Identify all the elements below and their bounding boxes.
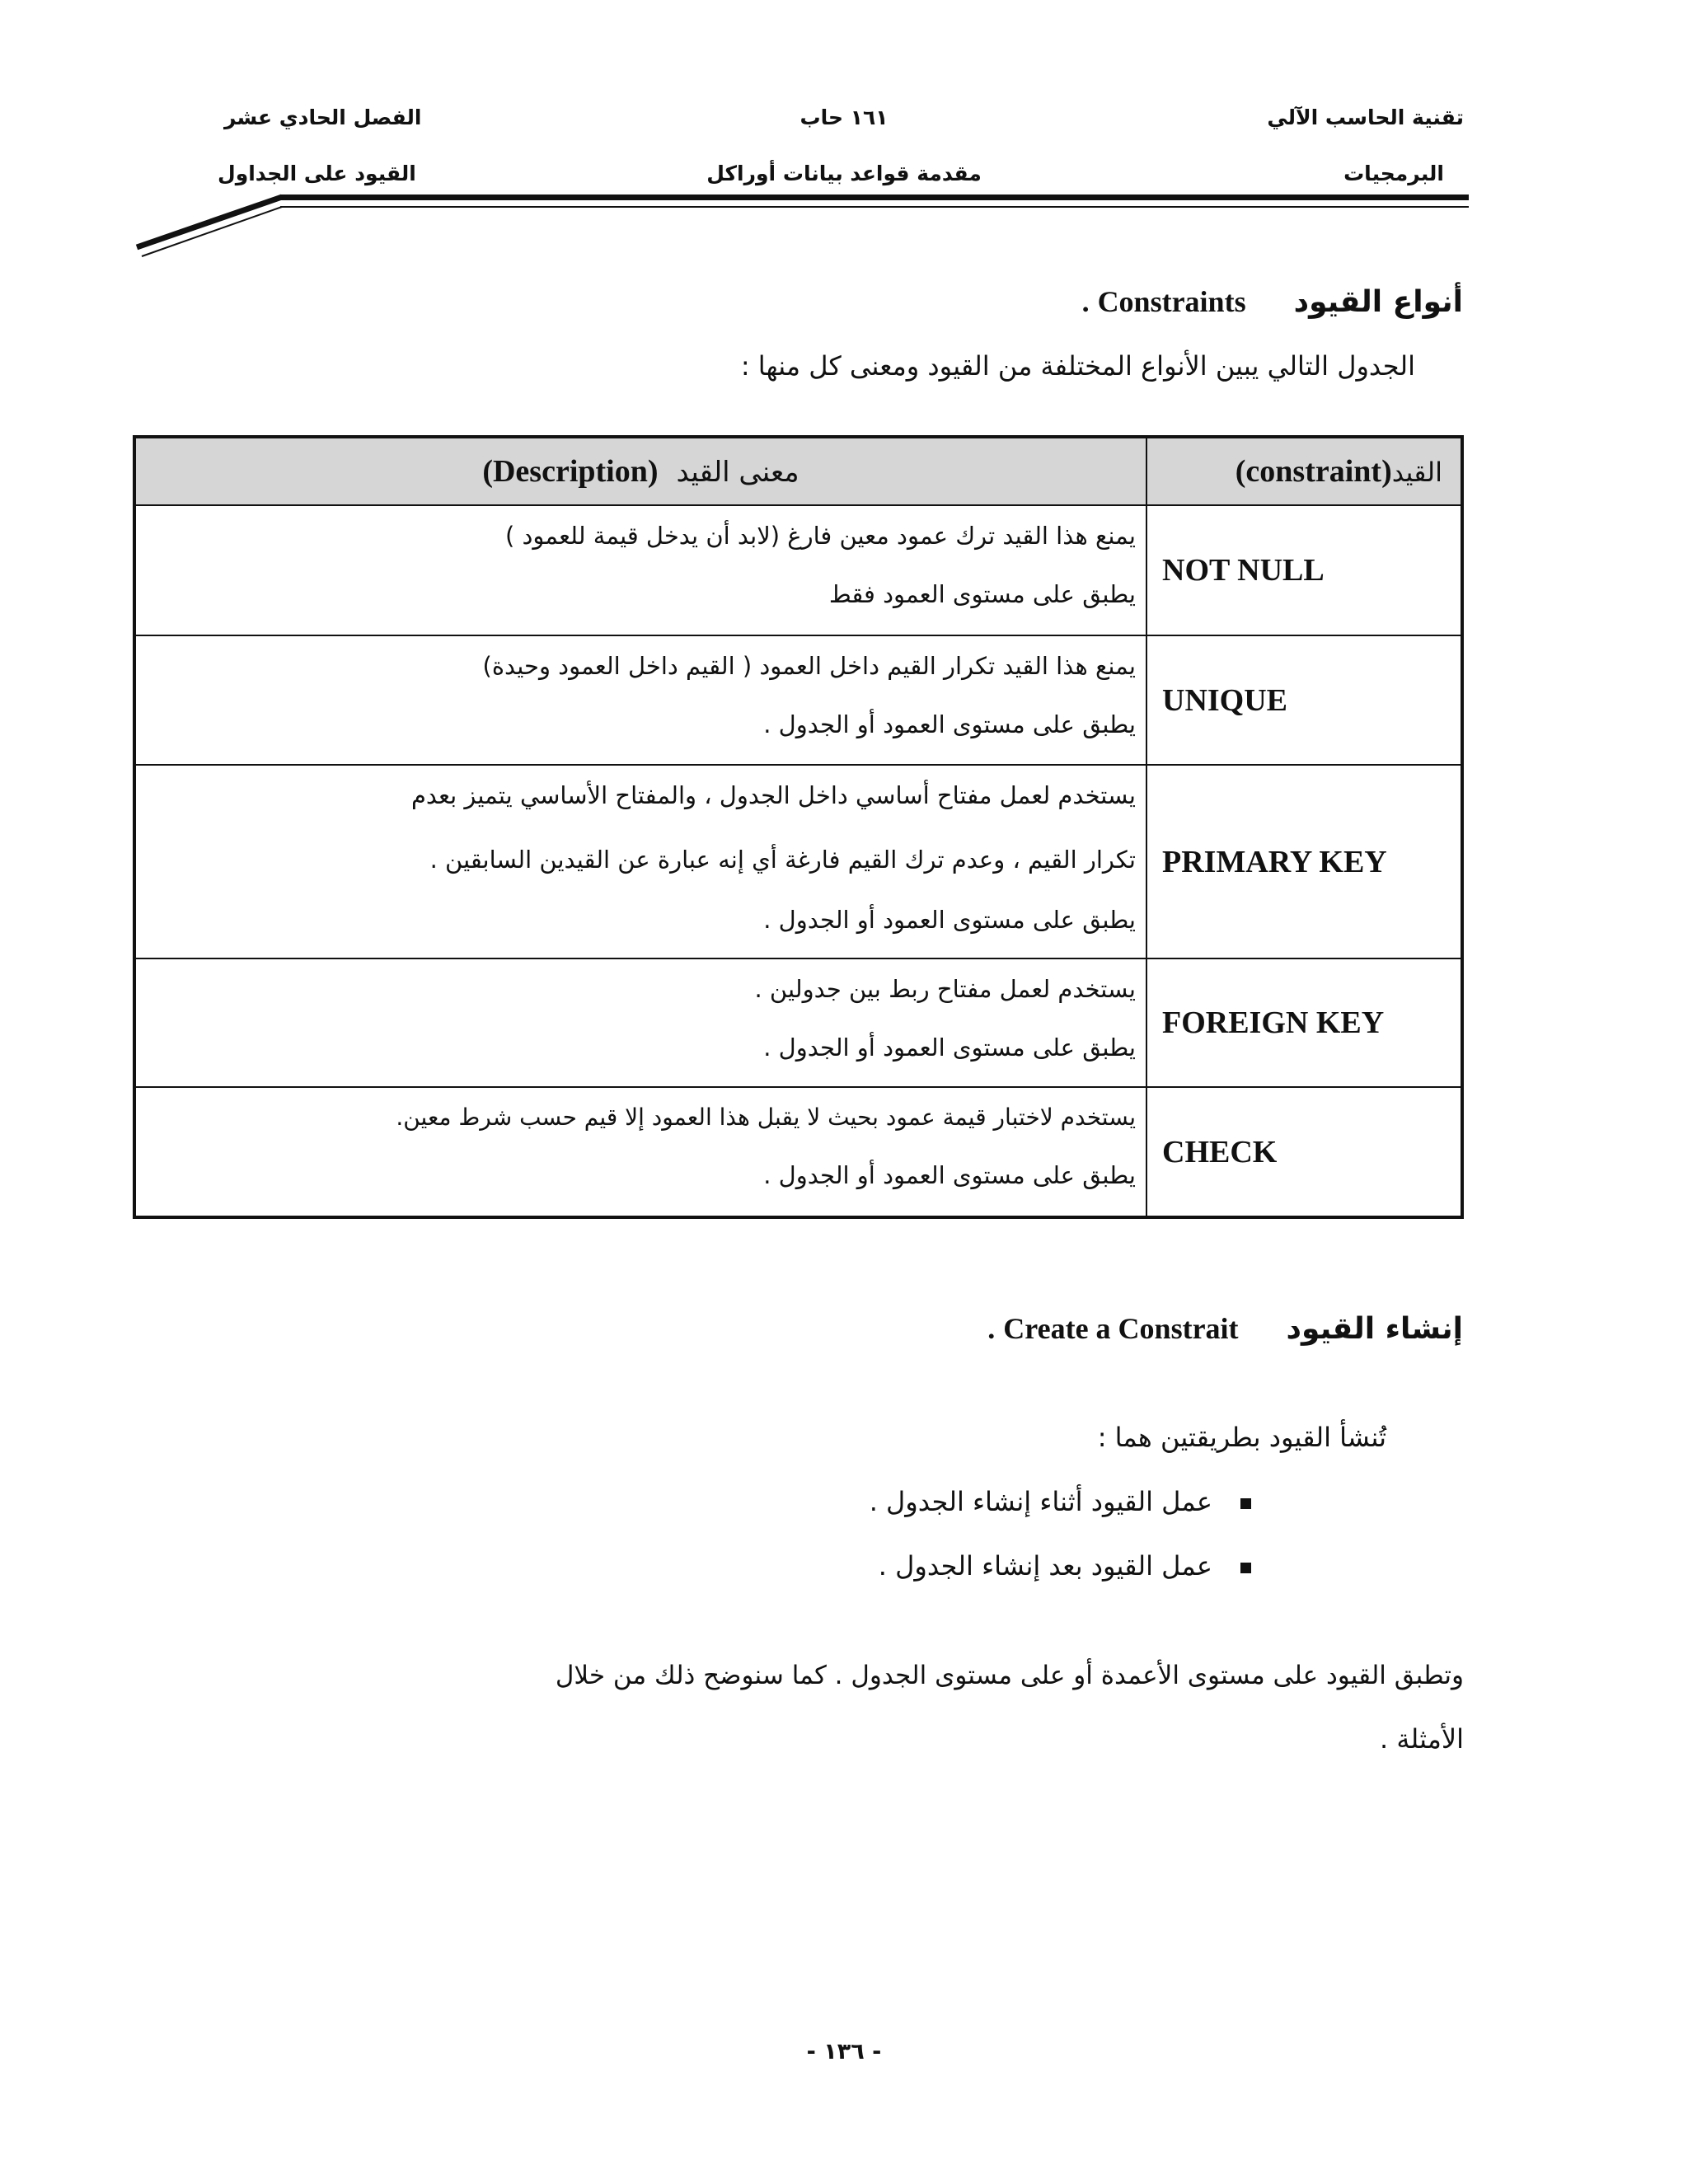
header-department: البرمجيات <box>1343 162 1444 185</box>
row-constraint-name: FOREIGN KEY <box>1146 958 1462 1087</box>
header-course: تقنية الحاسب الآلي <box>1267 105 1464 129</box>
heading-english: Constraints <box>1097 285 1246 318</box>
row-constraint-name: NOT NULL <box>1146 505 1462 635</box>
heading-english: Create a Constrait <box>1003 1312 1239 1345</box>
row-constraint-name: CHECK <box>1146 1087 1462 1217</box>
methods-intro-text: تُنشأ القيود بطريقتين هما : <box>1097 1422 1386 1453</box>
table-row <box>134 958 1462 1087</box>
header-chapter: الفصل الحادي عشر <box>224 105 422 129</box>
square-bullet-icon <box>1240 1498 1251 1509</box>
row-description: يمنع هذا القيد ترك عمود معين فارغ (لابد أن يدخل قيمة للعمود ) يطبق على مستوى العمود فقط <box>134 505 1146 635</box>
heading-arabic: أنواع القيود <box>1293 285 1463 319</box>
closing-paragraph-line-2: الأمثلة . <box>1379 1723 1464 1755</box>
row-constraint-name: PRIMARY KEY <box>1146 765 1462 958</box>
header-chapter-title: القيود على الجداول <box>218 162 416 185</box>
table-row <box>134 505 1462 635</box>
row-constraint-name: UNIQUE <box>1146 635 1462 765</box>
table-intro-text: الجدول التالي يبين الأنواع المختلفة من القيود ومعنى كل منها : <box>740 350 1415 382</box>
row-description: يستخدم لعمل مفتاح أساسي داخل الجدول ، والمفتاح الأساسي يتميز بعدم تكرار القيم ، وعدم ترك القيم فارغة أي إنه عبارة عن القيدين السابقين . يطبق على مستوى العمود أو الجدول . <box>134 765 1146 958</box>
table-header-row <box>134 437 1462 505</box>
header-rule-swoosh <box>0 0 330 272</box>
page-number: - ١٣٦ - <box>806 2039 882 2064</box>
square-bullet-icon <box>1240 1563 1251 1573</box>
header-rule-thick <box>280 194 1469 200</box>
list-item: عمل القيود بعد إنشاء الجدول . <box>879 1553 1251 1579</box>
table-row <box>134 765 1462 958</box>
section-heading-constraint-types: أنواع القيودConstraints. <box>1081 285 1463 319</box>
row-description: يستخدم لاختبار قيمة عمود بحيث لا يقبل هذا العمود إلا قيم حسب شرط معين. يطبق على مستوى العمود أو الجدول . <box>134 1087 1146 1217</box>
column-header-description: معنى القيد(Description) <box>134 437 1146 505</box>
closing-paragraph-line-1: وتطبق القيود على مستوى الأعمدة أو على مستوى الجدول . كما سنوضح ذلك من خلال <box>555 1661 1464 1690</box>
list-item: عمل القيود أثناء إنشاء الجدول . <box>870 1488 1251 1515</box>
table-row <box>134 635 1462 765</box>
header-course-code: ١٦١ حاب <box>799 105 889 129</box>
column-header-constraint: القيد(constraint) <box>1146 437 1462 505</box>
header-book-title: مقدمة قواعد بيانات أوراكل <box>706 162 982 185</box>
constraints-table <box>133 435 1464 1219</box>
row-description: يمنع هذا القيد تكرار القيم داخل العمود ( القيم داخل العمود وحيدة) يطبق على مستوى العمود أو الجدول . <box>134 635 1146 765</box>
table-row <box>134 1087 1462 1217</box>
row-description: يستخدم لعمل مفتاح ربط بين جدولين . يطبق على مستوى العمود أو الجدول . <box>134 958 1146 1087</box>
heading-arabic: إنشاء القيود <box>1286 1312 1463 1346</box>
section-heading-create-constraint: إنشاء القيودCreate a Constrait. <box>987 1312 1463 1346</box>
header-rule-thin <box>280 206 1469 208</box>
